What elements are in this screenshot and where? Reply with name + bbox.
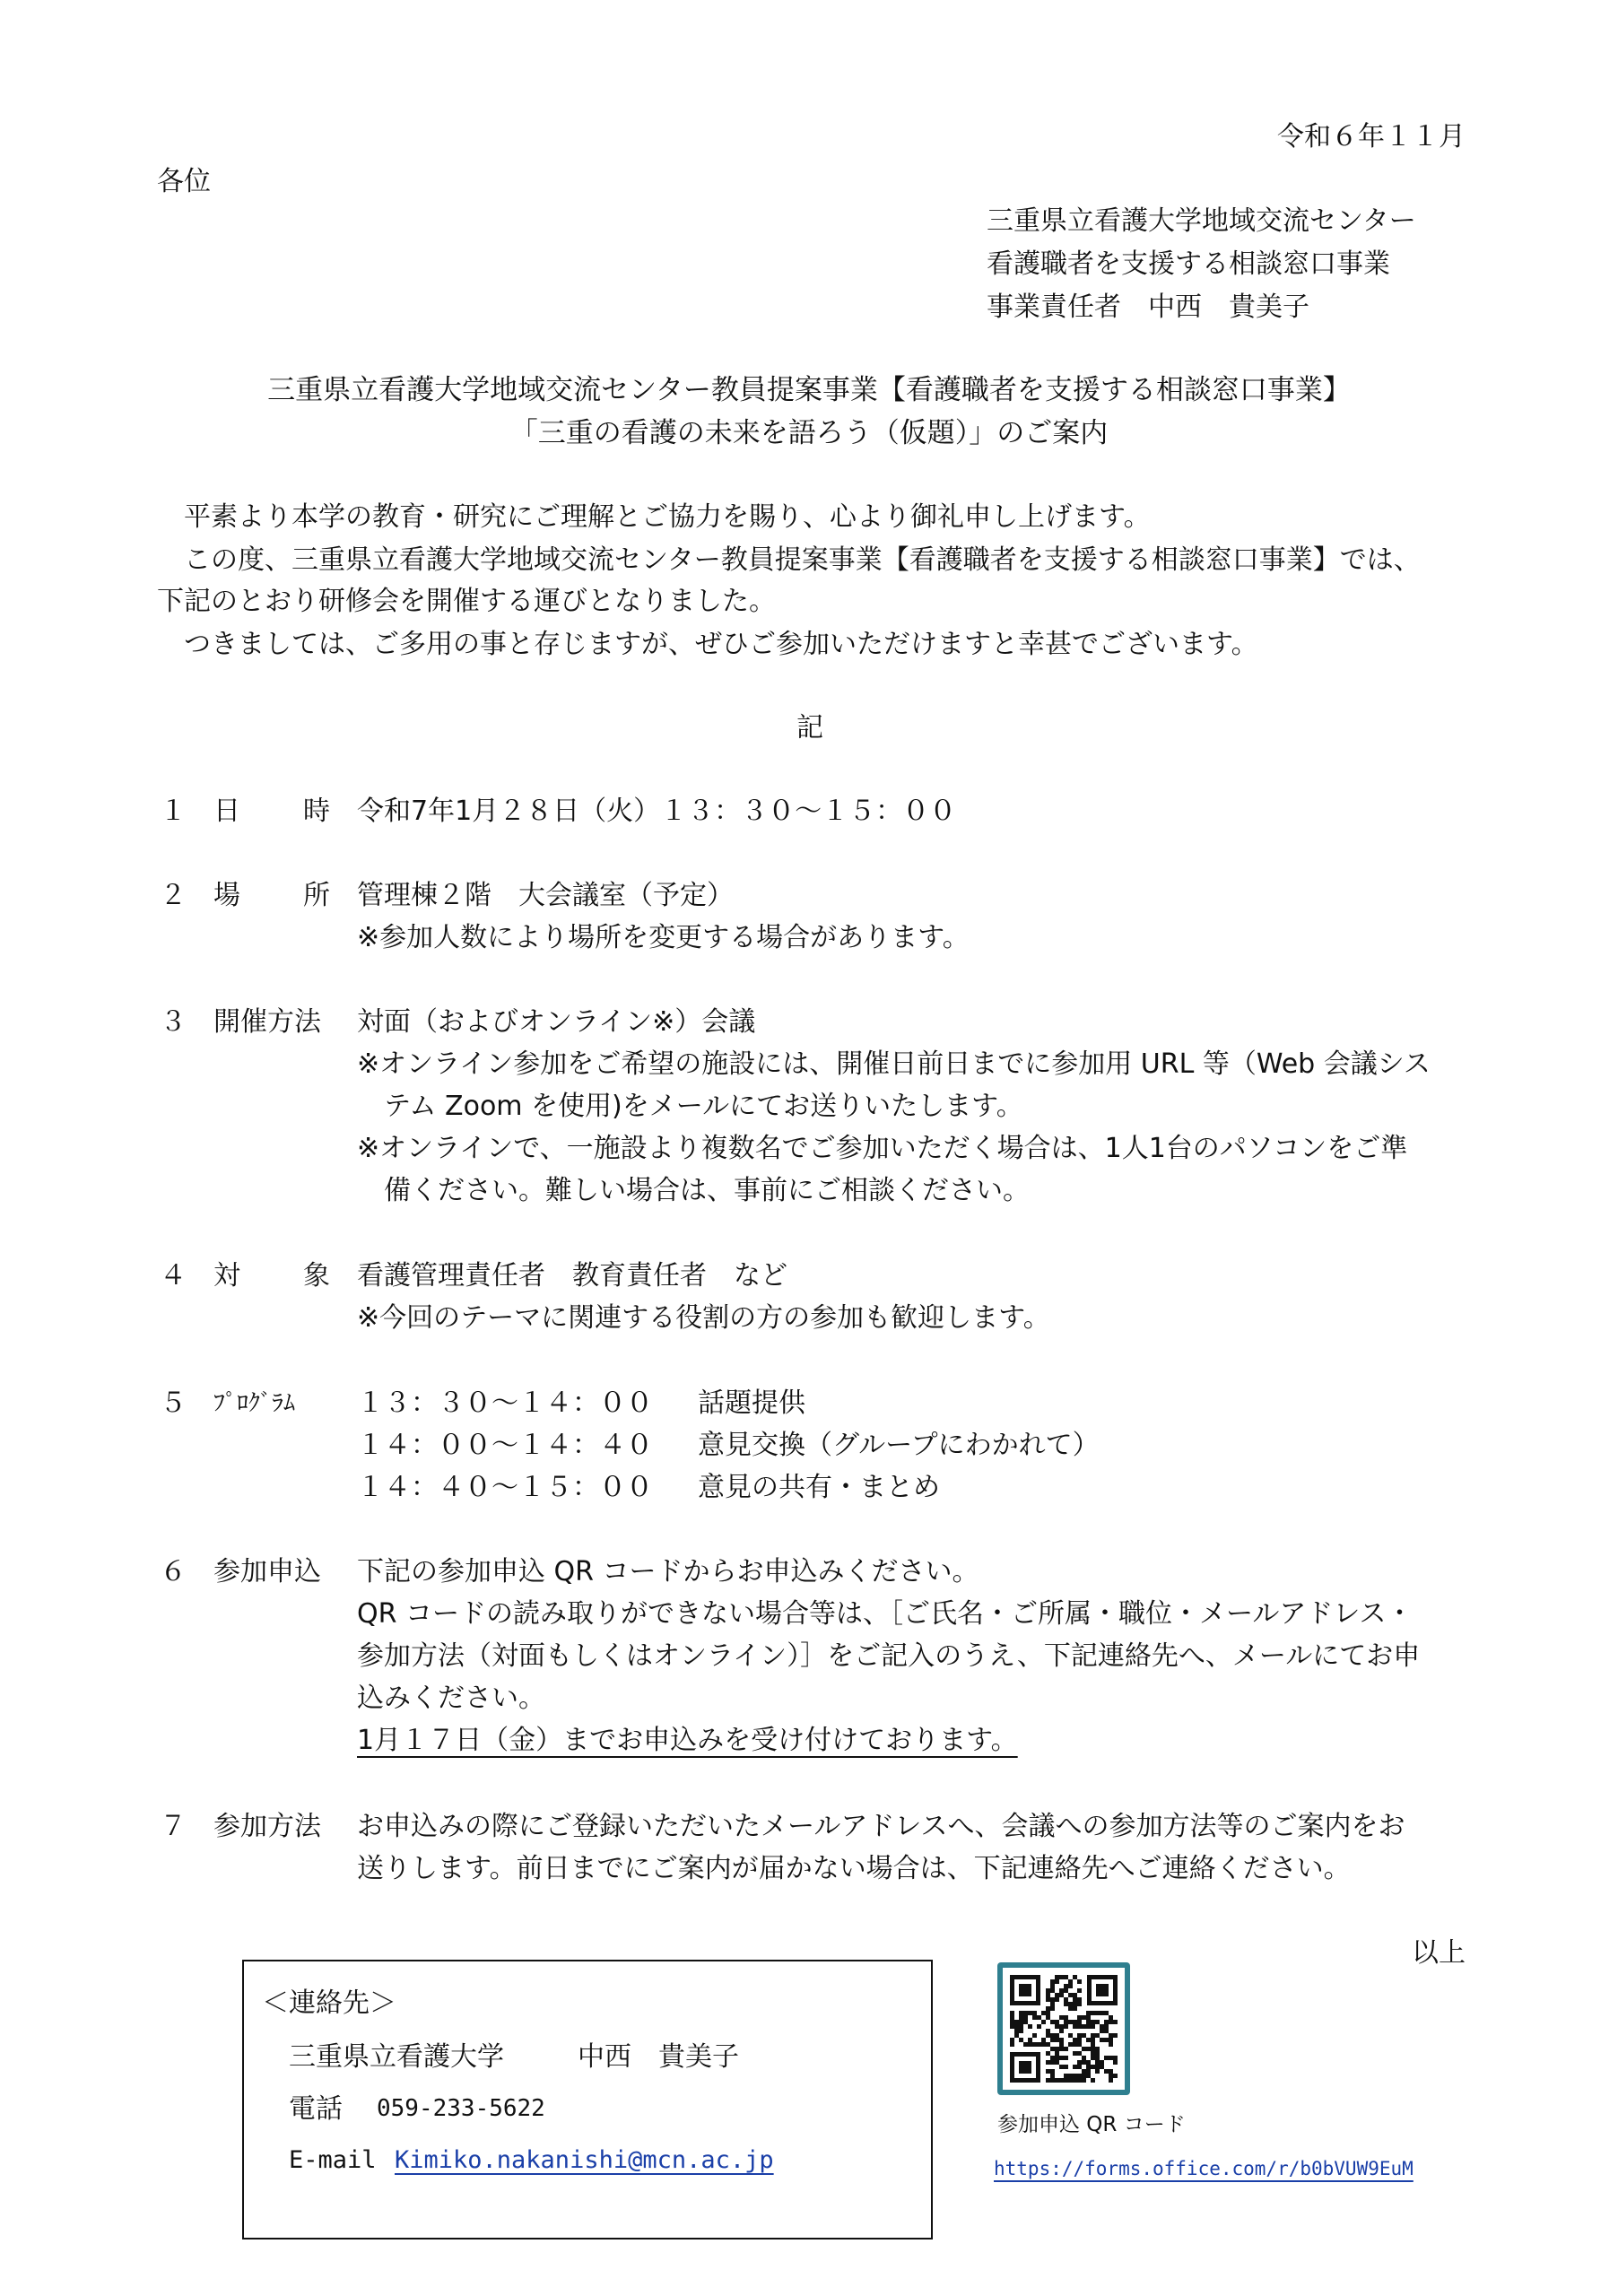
qr-code <box>997 1962 1130 2095</box>
item-3-note1a: ※オンライン参加をご希望の施設には、開催日前日までに参加用 URL 等（Web 会議シス <box>357 1048 1431 1080</box>
item-6-line1: 下記の参加申込 QR コードからお申込みください。 <box>357 1556 979 1587</box>
item-6-line2: QR コードの読み取りができない場合等は、［ご氏名・ご所属・職位・メールアドレス・ <box>357 1598 1414 1630</box>
sender-project: 看護職者を支援する相談窓口事業 <box>987 248 1390 280</box>
item-2-label <box>213 880 330 911</box>
program-time: １４：００～１４：４０ <box>357 1430 653 1461</box>
program-topic: 意見の共有・まとめ <box>698 1472 940 1503</box>
sender-org: 三重県立看護大学地域交流センター <box>987 205 1416 237</box>
item-2-label-a: 場 <box>213 880 240 911</box>
item-6-line3: 参加方法（対面もしくはオンライン）］をご記入のうえ、下記連絡先へ、メールにてお申 <box>357 1640 1421 1672</box>
item-6-deadline: 1月１７日（金）までお申込みを受け付けております。 <box>357 1725 1018 1756</box>
item-1-datetime: 令和7年1月２８日（火）１３：３０～１５：００ <box>357 796 957 827</box>
document-title-line1: 三重県立看護大学地域交流センター教員提案事業【看護職者を支援する相談窓口事業】 <box>267 374 1351 406</box>
intro-paragraph-2a: この度、三重県立看護大学地域交流センター教員提案事業【看護職者を支援する相談窓口事業】では、 <box>184 544 1421 576</box>
sender-person: 事業責任者 中西 貴美子 <box>987 291 1309 323</box>
program-time: １４：４０～１５：００ <box>357 1472 653 1503</box>
item-2-label-b: 所 <box>303 880 330 911</box>
item-5-label: ﾌﾟﾛｸﾞﾗﾑ <box>213 1390 296 1417</box>
contact-email-link[interactable]: Kimiko.nakanishi@mcn.ac.jp <box>395 2146 774 2174</box>
qr-caption: 参加申込 QR コード <box>997 2113 1186 2136</box>
item-1-label-b: 時 <box>303 796 330 827</box>
item-5-number: ５ <box>160 1387 187 1419</box>
item-1-number: １ <box>160 796 187 827</box>
item-2-note: ※参加人数により場所を変更する場合があります。 <box>357 922 970 953</box>
document-title-line2: 「三重の看護の未来を語ろう（仮題）」のご案内 <box>509 417 1109 449</box>
item-7-label: 参加方法 <box>213 1811 321 1842</box>
document-date: 令和６年１１月 <box>1277 121 1466 152</box>
program-topic: 意見交換（グループにわかれて） <box>698 1430 1100 1461</box>
item-3-method: 対面（およびオンライン※）会議 <box>357 1006 756 1038</box>
item-4-label-a: 対 <box>213 1260 240 1292</box>
contact-person: 中西 貴美子 <box>578 2041 739 2073</box>
item-2-place: 管理棟２階 大会議室（予定） <box>357 880 734 911</box>
program-time: １３：３０～１４：００ <box>357 1387 653 1419</box>
item-1-label <box>213 798 330 825</box>
qr-url-link[interactable]: https://forms.office.com/r/b0bVUW9EuM <box>994 2158 1414 2179</box>
intro-paragraph-3: つきましては、ご多用の事と存じますが、ぜひご参加いただけますと幸甚でございます。 <box>184 629 1258 660</box>
item-6-line4: 込みください。 <box>357 1683 545 1714</box>
item-7-line2: 送りします。前日までにご案内が届かない場合は、下記連絡先へご連絡ください。 <box>357 1853 1351 1884</box>
item-2-number: ２ <box>160 880 187 911</box>
item-6-label: 参加申込 <box>213 1556 321 1587</box>
item-3-note2b: 備ください。難しい場合は、事前にご相談ください。 <box>384 1175 1030 1206</box>
item-4-number: ４ <box>160 1260 187 1292</box>
contact-org: 三重県立看護大学 <box>289 2041 504 2073</box>
item-1-label-a: 日 <box>213 796 240 827</box>
item-3-label: 開催方法 <box>213 1006 321 1038</box>
contact-box <box>242 1960 933 2239</box>
item-4-label <box>213 1260 330 1292</box>
item-4-target: 看護管理責任者 教育責任者 など <box>357 1260 787 1292</box>
item-3-number: ３ <box>160 1006 187 1038</box>
contact-email-label: E-mail <box>289 2146 377 2174</box>
item-7-number: ７ <box>160 1811 187 1842</box>
ki-marker: 記 <box>796 712 823 744</box>
contact-phone-label: 電話 <box>289 2093 343 2125</box>
program-topic: 話題提供 <box>698 1387 805 1419</box>
intro-paragraph-2b: 下記のとおり研修会を開催する運びとなりました。 <box>157 586 776 617</box>
qr-code-graphic <box>997 1962 1130 2095</box>
item-4-label-b: 象 <box>303 1260 330 1292</box>
item-4-note: ※今回のテーマに関連する役割の方の参加も歓迎します。 <box>357 1302 1050 1334</box>
item-3-note1b: テム Zoom を使用)をメールにてお送りいたします。 <box>384 1091 1023 1122</box>
intro-paragraph-1: 平素より本学の教育・研究にご理解とご協力を賜り、心より御礼申し上げます。 <box>184 501 1151 533</box>
contact-phone: 059-233-5622 <box>377 2095 545 2122</box>
contact-heading: ＜連絡先＞ <box>262 1987 396 2019</box>
closing-text: 以上 <box>1412 1937 1466 1969</box>
item-3-note2a: ※オンラインで、一施設より複数名でご参加いただく場合は、1人1台のパソコンをご準 <box>357 1133 1408 1164</box>
addressee: 各位 <box>157 166 211 197</box>
item-6-number: ６ <box>160 1556 187 1587</box>
item-7-line1: お申込みの際にご登録いただいたメールアドレスへ、会議への参加方法等のご案内をお <box>357 1811 1405 1842</box>
